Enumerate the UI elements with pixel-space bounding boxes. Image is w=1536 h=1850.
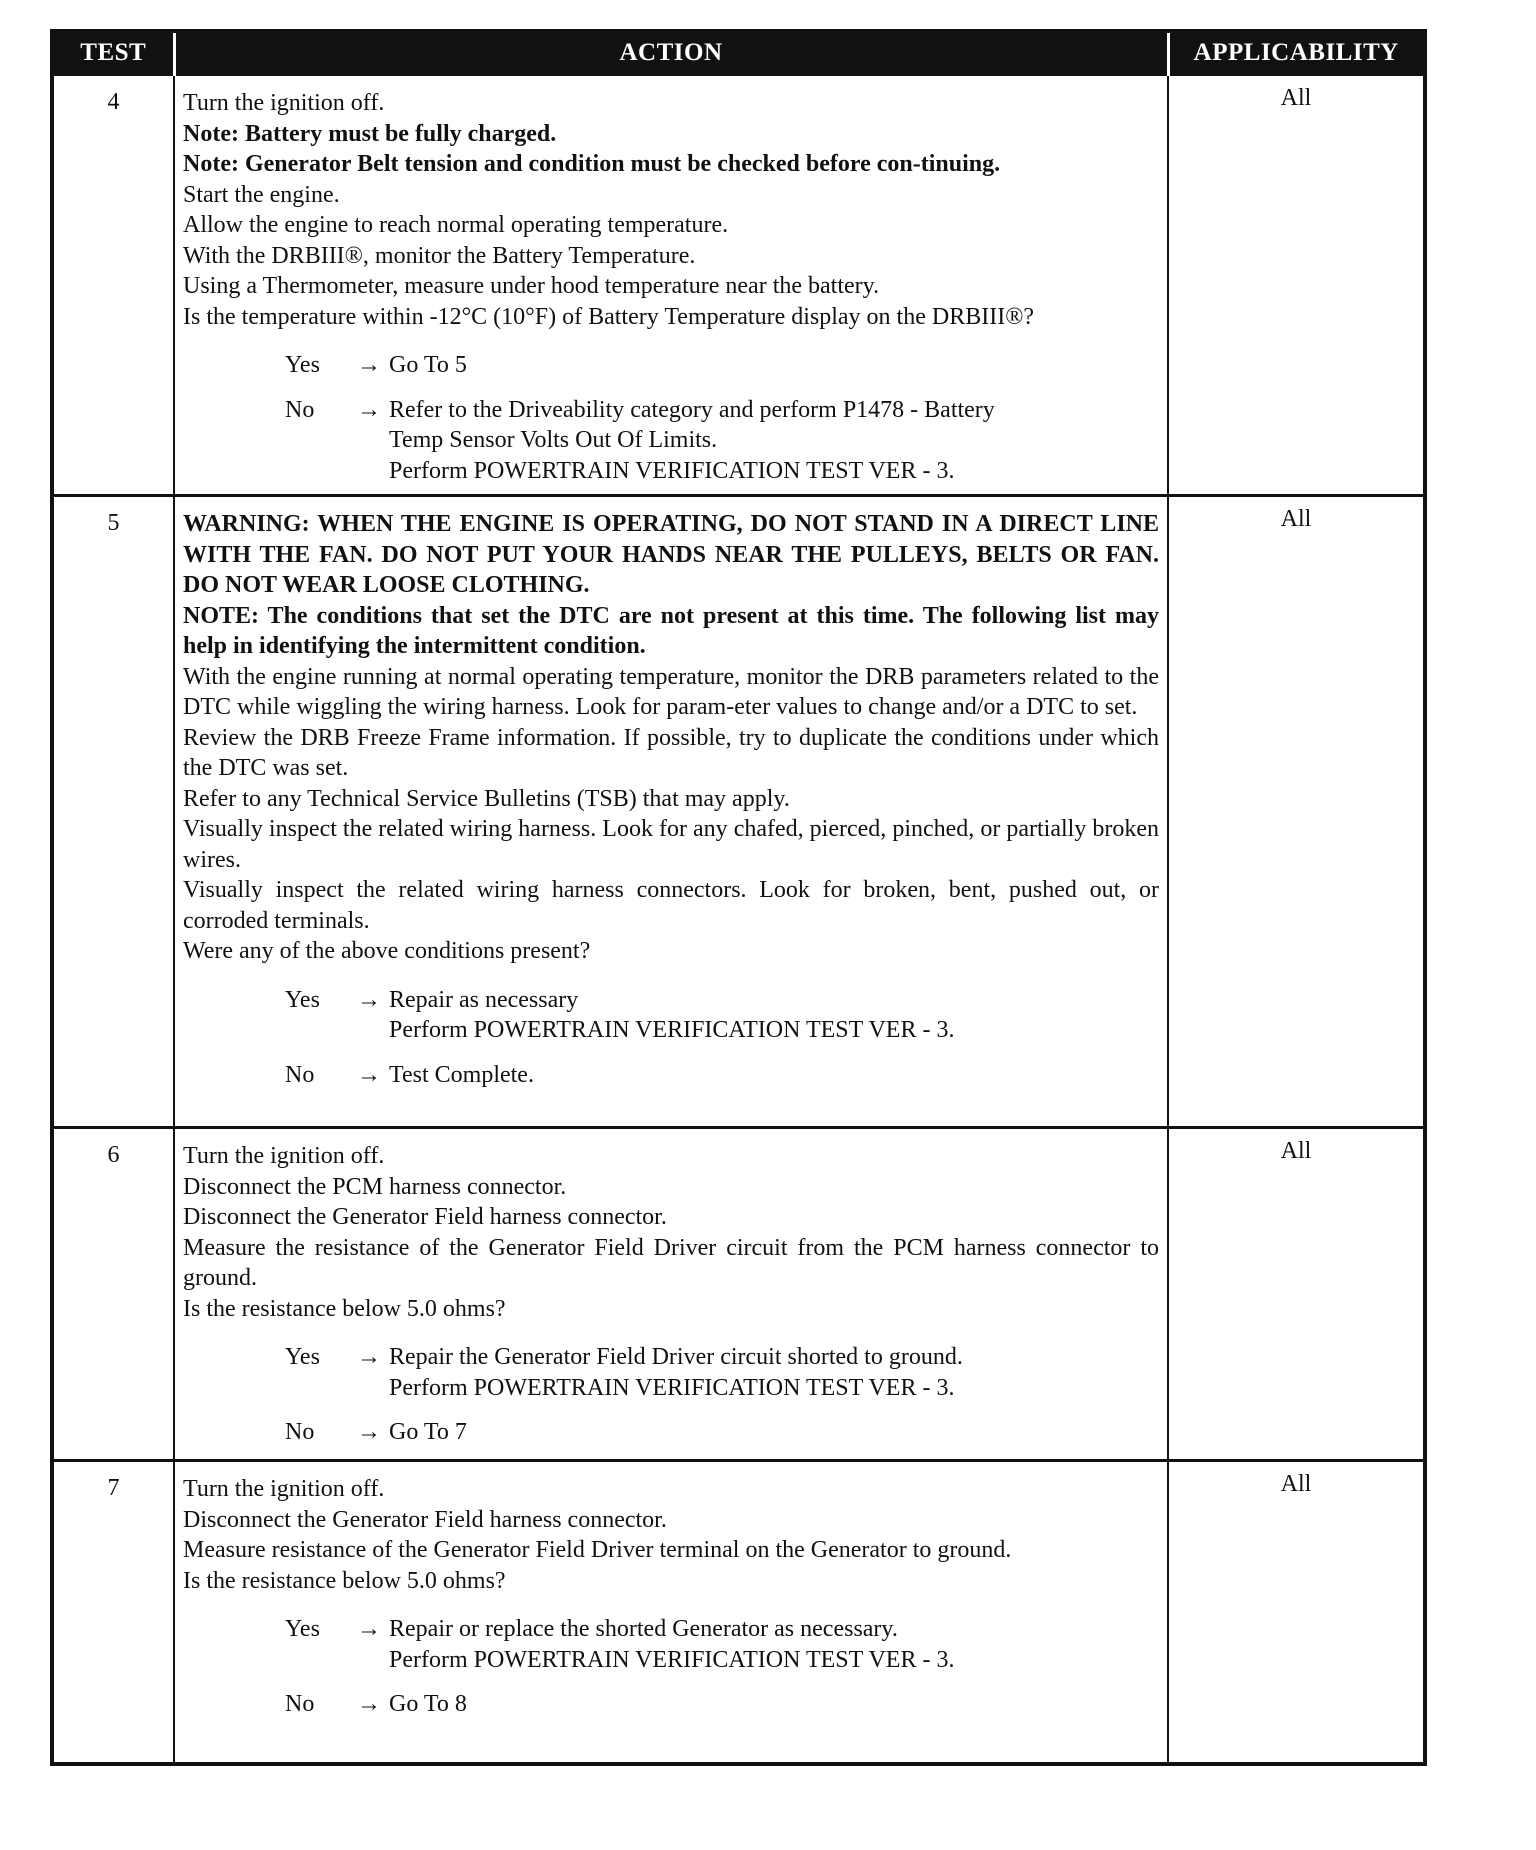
test-row-4: [52, 75, 1425, 496]
diagnostic-page: [50, 29, 1427, 1766]
step: Visually inspect the related wiring harness. Look for any chafed, pierced, pinched, or partially broken wires.: [183, 816, 1159, 873]
step: With the DRBIII®, monitor the Battery Temperature.: [183, 242, 696, 269]
test-row-6: [52, 1128, 1425, 1461]
step: Allow the engine to reach normal operating temperature.: [183, 212, 729, 238]
no-branch: [285, 1689, 1159, 1720]
test-action: [174, 496, 1168, 1128]
test-number: 7: [52, 1461, 174, 1764]
question: Is the resistance below 5.0 ohms?: [183, 1567, 506, 1594]
yes-result: Repair or replace the shorted Generator as necessary.: [389, 1616, 898, 1642]
yes-branch: [285, 1614, 1159, 1675]
note: NOTE: The conditions that set the DTC are not present at this time. The following list may help in identifying the intermittent condition.: [183, 602, 1159, 659]
arrow-icon: →: [357, 396, 381, 423]
no-result: Test Complete.: [389, 1061, 534, 1088]
arrow-icon: →: [357, 352, 381, 378]
step: Disconnect the PCM harness connector.: [183, 1173, 567, 1200]
yes-result: Repair as necessary: [389, 986, 579, 1013]
applicability: All: [1168, 75, 1425, 496]
no-result: Perform POWERTRAIN VERIFICATION TEST VER - 3.: [389, 457, 955, 484]
step: Start the engine.: [183, 181, 340, 208]
question: Were any of the above conditions present?: [183, 938, 591, 964]
yes-branch: [285, 1342, 1159, 1403]
yes-label: Yes: [285, 1616, 320, 1642]
no-result: Refer to the Driveability category and perform P1478 - Battery: [389, 396, 995, 423]
yes-result: Go To 5: [389, 352, 467, 378]
no-label: No: [285, 1419, 315, 1445]
test-action: [174, 1128, 1168, 1461]
step: Visually inspect the related wiring harness connectors. Look for broken, bent, pushed out, or corroded terminals.: [183, 877, 1159, 934]
arrow-icon: →: [357, 1616, 381, 1642]
no-branch: [285, 395, 1159, 487]
test-number: 4: [52, 75, 174, 496]
test-action: [174, 75, 1168, 496]
header-applicability: APPLICABILITY: [1168, 31, 1425, 75]
yes-result: Perform POWERTRAIN VERIFICATION TEST VER - 3.: [389, 1374, 955, 1401]
step: Refer to any Technical Service Bulletins (TSB) that may apply.: [183, 785, 790, 812]
no-result: Go To 8: [389, 1691, 467, 1717]
step: With the engine running at normal operating temperature, monitor the DRB parameters related to the DTC while wiggling the wiring harness. Look for param-eter values to change and/or a DTC to set.: [183, 663, 1159, 720]
step: Disconnect the Generator Field harness connector.: [183, 1506, 667, 1533]
yes-label: Yes: [285, 986, 320, 1013]
test-action: [174, 1461, 1168, 1764]
no-label: No: [285, 1691, 315, 1717]
test-number: 6: [52, 1128, 174, 1461]
table-header-row: [52, 31, 1425, 75]
test-row-5: [52, 496, 1425, 1128]
test-row-7: [52, 1461, 1425, 1764]
arrow-icon: →: [357, 1419, 381, 1445]
no-label: No: [285, 396, 315, 423]
test-number: 5: [52, 496, 174, 1128]
yes-label: Yes: [285, 352, 320, 378]
yes-result: Perform POWERTRAIN VERIFICATION TEST VER - 3.: [389, 1646, 955, 1673]
arrow-icon: →: [357, 1344, 381, 1370]
no-branch: [285, 1060, 1159, 1091]
question: Is the resistance below 5.0 ohms?: [183, 1295, 506, 1322]
step: Turn the ignition off.: [183, 90, 385, 116]
question: Is the temperature within -12°C (10°F) of Battery Temperature display on the DRBIII®?: [183, 303, 1035, 330]
arrow-icon: →: [357, 986, 381, 1013]
arrow-icon: →: [357, 1691, 381, 1717]
step: Turn the ignition off.: [183, 1143, 385, 1169]
no-label: No: [285, 1061, 315, 1088]
yes-branch: [285, 985, 1159, 1046]
yes-result: Repair the Generator Field Driver circuit shorted to ground.: [389, 1344, 963, 1370]
step: Turn the ignition off.: [183, 1476, 385, 1502]
step: Measure the resistance of the Generator Field Driver circuit from the PCM harness connector to ground.: [183, 1234, 1159, 1291]
diagnostic-test-table: [50, 29, 1427, 1766]
no-branch: [285, 1417, 1159, 1448]
step: Measure resistance of the Generator Field Driver terminal on the Generator to ground.: [183, 1537, 1012, 1563]
note: Note: Generator Belt tension and condition must be checked before con-tinuing.: [183, 151, 1001, 177]
warning: WARNING: WHEN THE ENGINE IS OPERATING, DO NOT STAND IN A DIRECT LINE WITH THE FAN. DO NOT PUT YOUR HANDS NEAR THE PULLEYS, BELTS OR FAN. DO NOT WEAR LOOSE CLOTHING.: [183, 511, 1159, 598]
header-test: TEST: [52, 31, 174, 75]
no-result: Temp Sensor Volts Out Of Limits.: [389, 427, 718, 453]
yes-branch: [285, 350, 1159, 381]
arrow-icon: →: [357, 1061, 381, 1088]
note: Note: Battery must be fully charged.: [183, 120, 557, 147]
applicability: All: [1168, 1461, 1425, 1764]
no-result: Go To 7: [389, 1419, 467, 1445]
yes-label: Yes: [285, 1344, 320, 1370]
step: Disconnect the Generator Field harness connector.: [183, 1204, 667, 1230]
header-action: ACTION: [174, 31, 1168, 75]
step: Using a Thermometer, measure under hood temperature near the battery.: [183, 273, 880, 299]
yes-result: Perform POWERTRAIN VERIFICATION TEST VER - 3.: [389, 1017, 955, 1043]
applicability: All: [1168, 1128, 1425, 1461]
step: Review the DRB Freeze Frame information. If possible, try to duplicate the conditions under which the DTC was set.: [183, 724, 1159, 781]
applicability: All: [1168, 496, 1425, 1128]
